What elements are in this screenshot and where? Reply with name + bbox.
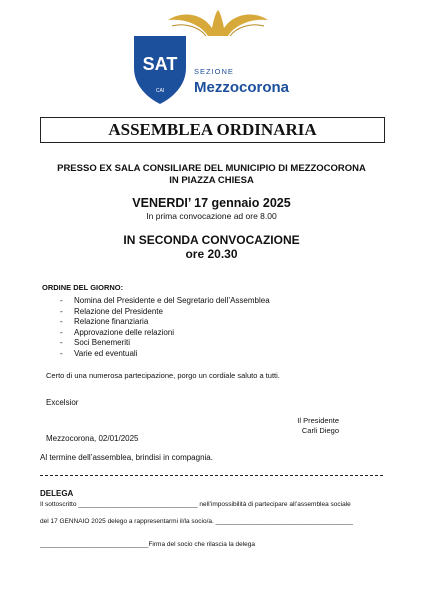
second-call-block (0, 233, 423, 261)
signature-block (297, 416, 339, 436)
delega-heading: DELEGA (40, 489, 74, 498)
after-note: Al termine dell’assemblea, brindisi in compagnia. (40, 453, 213, 462)
delega-line-1: Il sottoscritto _________________________________ nell’impossibilità di partecipare all’assemblea sociale (40, 501, 351, 508)
emblem-small-text: CAI (155, 88, 165, 94)
location-line-1: PRESSO EX SALA CONSILIARE DEL MUNICIPIO DI MEZZOCORONA (57, 163, 366, 174)
closing-text: Certo di una numerosa partecipazione, porgo un cordiale saluto a tutti. (46, 371, 280, 380)
list-item: - Relazione del Presidente (60, 307, 270, 318)
signature-name: Carli Diego (301, 426, 339, 435)
list-item: - Approvazione delle relazioni (60, 328, 270, 339)
greeting: Excelsior (46, 398, 79, 407)
first-call-note: In prima convocazione ad ore 8.00 (146, 211, 277, 221)
location-line-2: IN PIAZZA CHIESA (169, 175, 254, 186)
eagle-icon (168, 10, 268, 36)
section-label: SEZIONE (194, 67, 234, 76)
document-title: ASSEMBLEA ORDINARIA (40, 117, 385, 143)
agenda-heading: ORDINE DEL GIORNO: (42, 283, 124, 292)
second-call-label: IN SECONDA CONVOCAZIONE (123, 233, 300, 247)
list-item: - Soci Benemeriti (60, 338, 270, 349)
agenda-list (60, 296, 270, 359)
second-call-time: ore 20.30 (185, 247, 238, 261)
sat-mezzocorona-logo (128, 6, 303, 106)
list-item: - Varie ed eventuali (60, 349, 270, 360)
emblem-letters: SAT (142, 54, 178, 74)
first-call-date: VENERDI’ 17 gennaio 2025 (132, 196, 291, 210)
place-date: Mezzocorona, 02/01/2025 (46, 434, 139, 443)
signature-role: Il Presidente (297, 416, 339, 425)
list-item: - Nomina del Presidente e del Segretario dell’Assemblea (60, 296, 270, 307)
location-block (0, 163, 423, 187)
cut-line-divider (40, 475, 383, 476)
delega-signature-line: ______________________________Firma del socio che rilascia la delega (40, 541, 256, 548)
delega-line-2: del 17 GENNAIO 2025 delego a rappresentarmi il/la socio/a. ______________________________________ (40, 518, 353, 525)
section-name: Mezzocorona (194, 79, 290, 96)
list-item: - Relazione finanziaria (60, 317, 270, 328)
